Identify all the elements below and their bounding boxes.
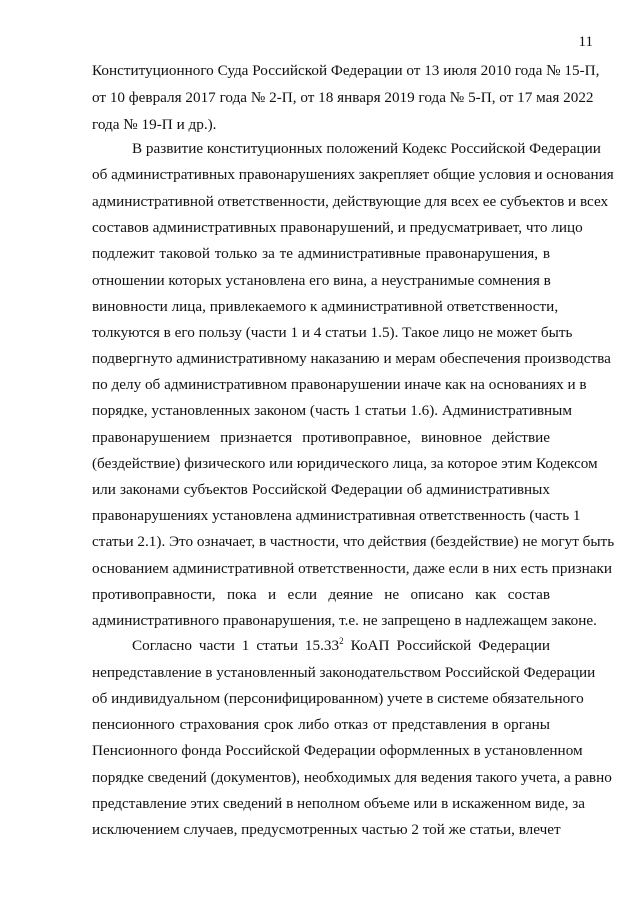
text-line: порядке, установленных законом (часть 1 статьи 1.6). Административным (92, 402, 572, 419)
text-line: представление этих сведений в неполном объеме или в искаженном виде, за (92, 795, 585, 812)
text-line: или законами субъектов Российской Федерации об административных (92, 481, 550, 498)
text-line: об индивидуальном (персонифицированном) учете в системе обязательного (92, 690, 584, 707)
text-line: подлежит таковой только за те административные правонарушения, в (92, 245, 550, 262)
text-line: исключением случаев, предусмотренных частью 2 той же статьи, влечет (92, 821, 561, 838)
text-line: Конституционного Суда Российской Федерации от 13 июля 2010 года № 15-П, (92, 62, 600, 79)
text-line: противоправности, пока и если деяние не описано как состав (92, 586, 550, 603)
text-line: правонарушением признается противоправное, виновное действие (92, 429, 550, 446)
text-line: административного правонарушения, т.е. не запрещено в надлежащем законе. (92, 612, 597, 629)
text-line: по делу об административном правонарушении иначе как на основаниях и в (92, 376, 587, 393)
text-line: Пенсионного фонда Российской Федерации оформленных в установленном (92, 742, 583, 759)
text-line: административной ответственности, действующие для всех ее субъектов и всех (92, 193, 609, 210)
text-line-with-superscript (132, 637, 550, 655)
text-line: (бездействие) физического или юридического лица, за которое этим Кодексом (92, 455, 598, 472)
text-line: основанием административной ответственности, даже если в них есть признаки (92, 560, 613, 577)
text-line: толкуются в его пользу (части 1 и 4 статьи 1.5). Такое лицо не может быть (92, 324, 573, 341)
text-fragment: КоАП Российской Федерации (343, 637, 550, 654)
text-line: подвергнуто административному наказанию и мерам обеспечения производства (92, 350, 611, 367)
text-line: отношении которых установлена его вина, а неустранимые сомнения в (92, 272, 551, 289)
text-line: составов административных правонарушений, и предусматривает, что лицо (92, 219, 583, 236)
text-line: об административных правонарушениях закрепляет общие условия и основания (92, 166, 614, 183)
text-line: В развитие конституционных положений Кодекс Российской Федерации (132, 140, 601, 157)
text-line: пенсионного страхования срок либо отказ от представления в органы (92, 716, 550, 733)
superscript: 2 (339, 636, 344, 646)
text-line: года № 19-П и др.). (92, 116, 217, 133)
text-line: виновности лица, привлекаемого к административной ответственности, (92, 298, 559, 315)
text-line: правонарушениях установлена административная ответственность (часть 1 (92, 507, 581, 524)
text-line: порядке сведений (документов), необходимых для ведения такого учета, а равно (92, 769, 612, 786)
page-number: 11 (578, 34, 593, 50)
text-line: непредставление в установленный законодательством Российской Федерации (92, 664, 596, 681)
text-line: статьи 2.1). Это означает, в частности, что действия (бездействие) не могут быть (92, 533, 615, 550)
text-fragment: Согласно части 1 статьи 15.33 (132, 637, 340, 654)
text-line: от 10 февраля 2017 года № 2-П, от 18 января 2019 года № 5-П, от 17 мая 2022 (92, 89, 594, 106)
